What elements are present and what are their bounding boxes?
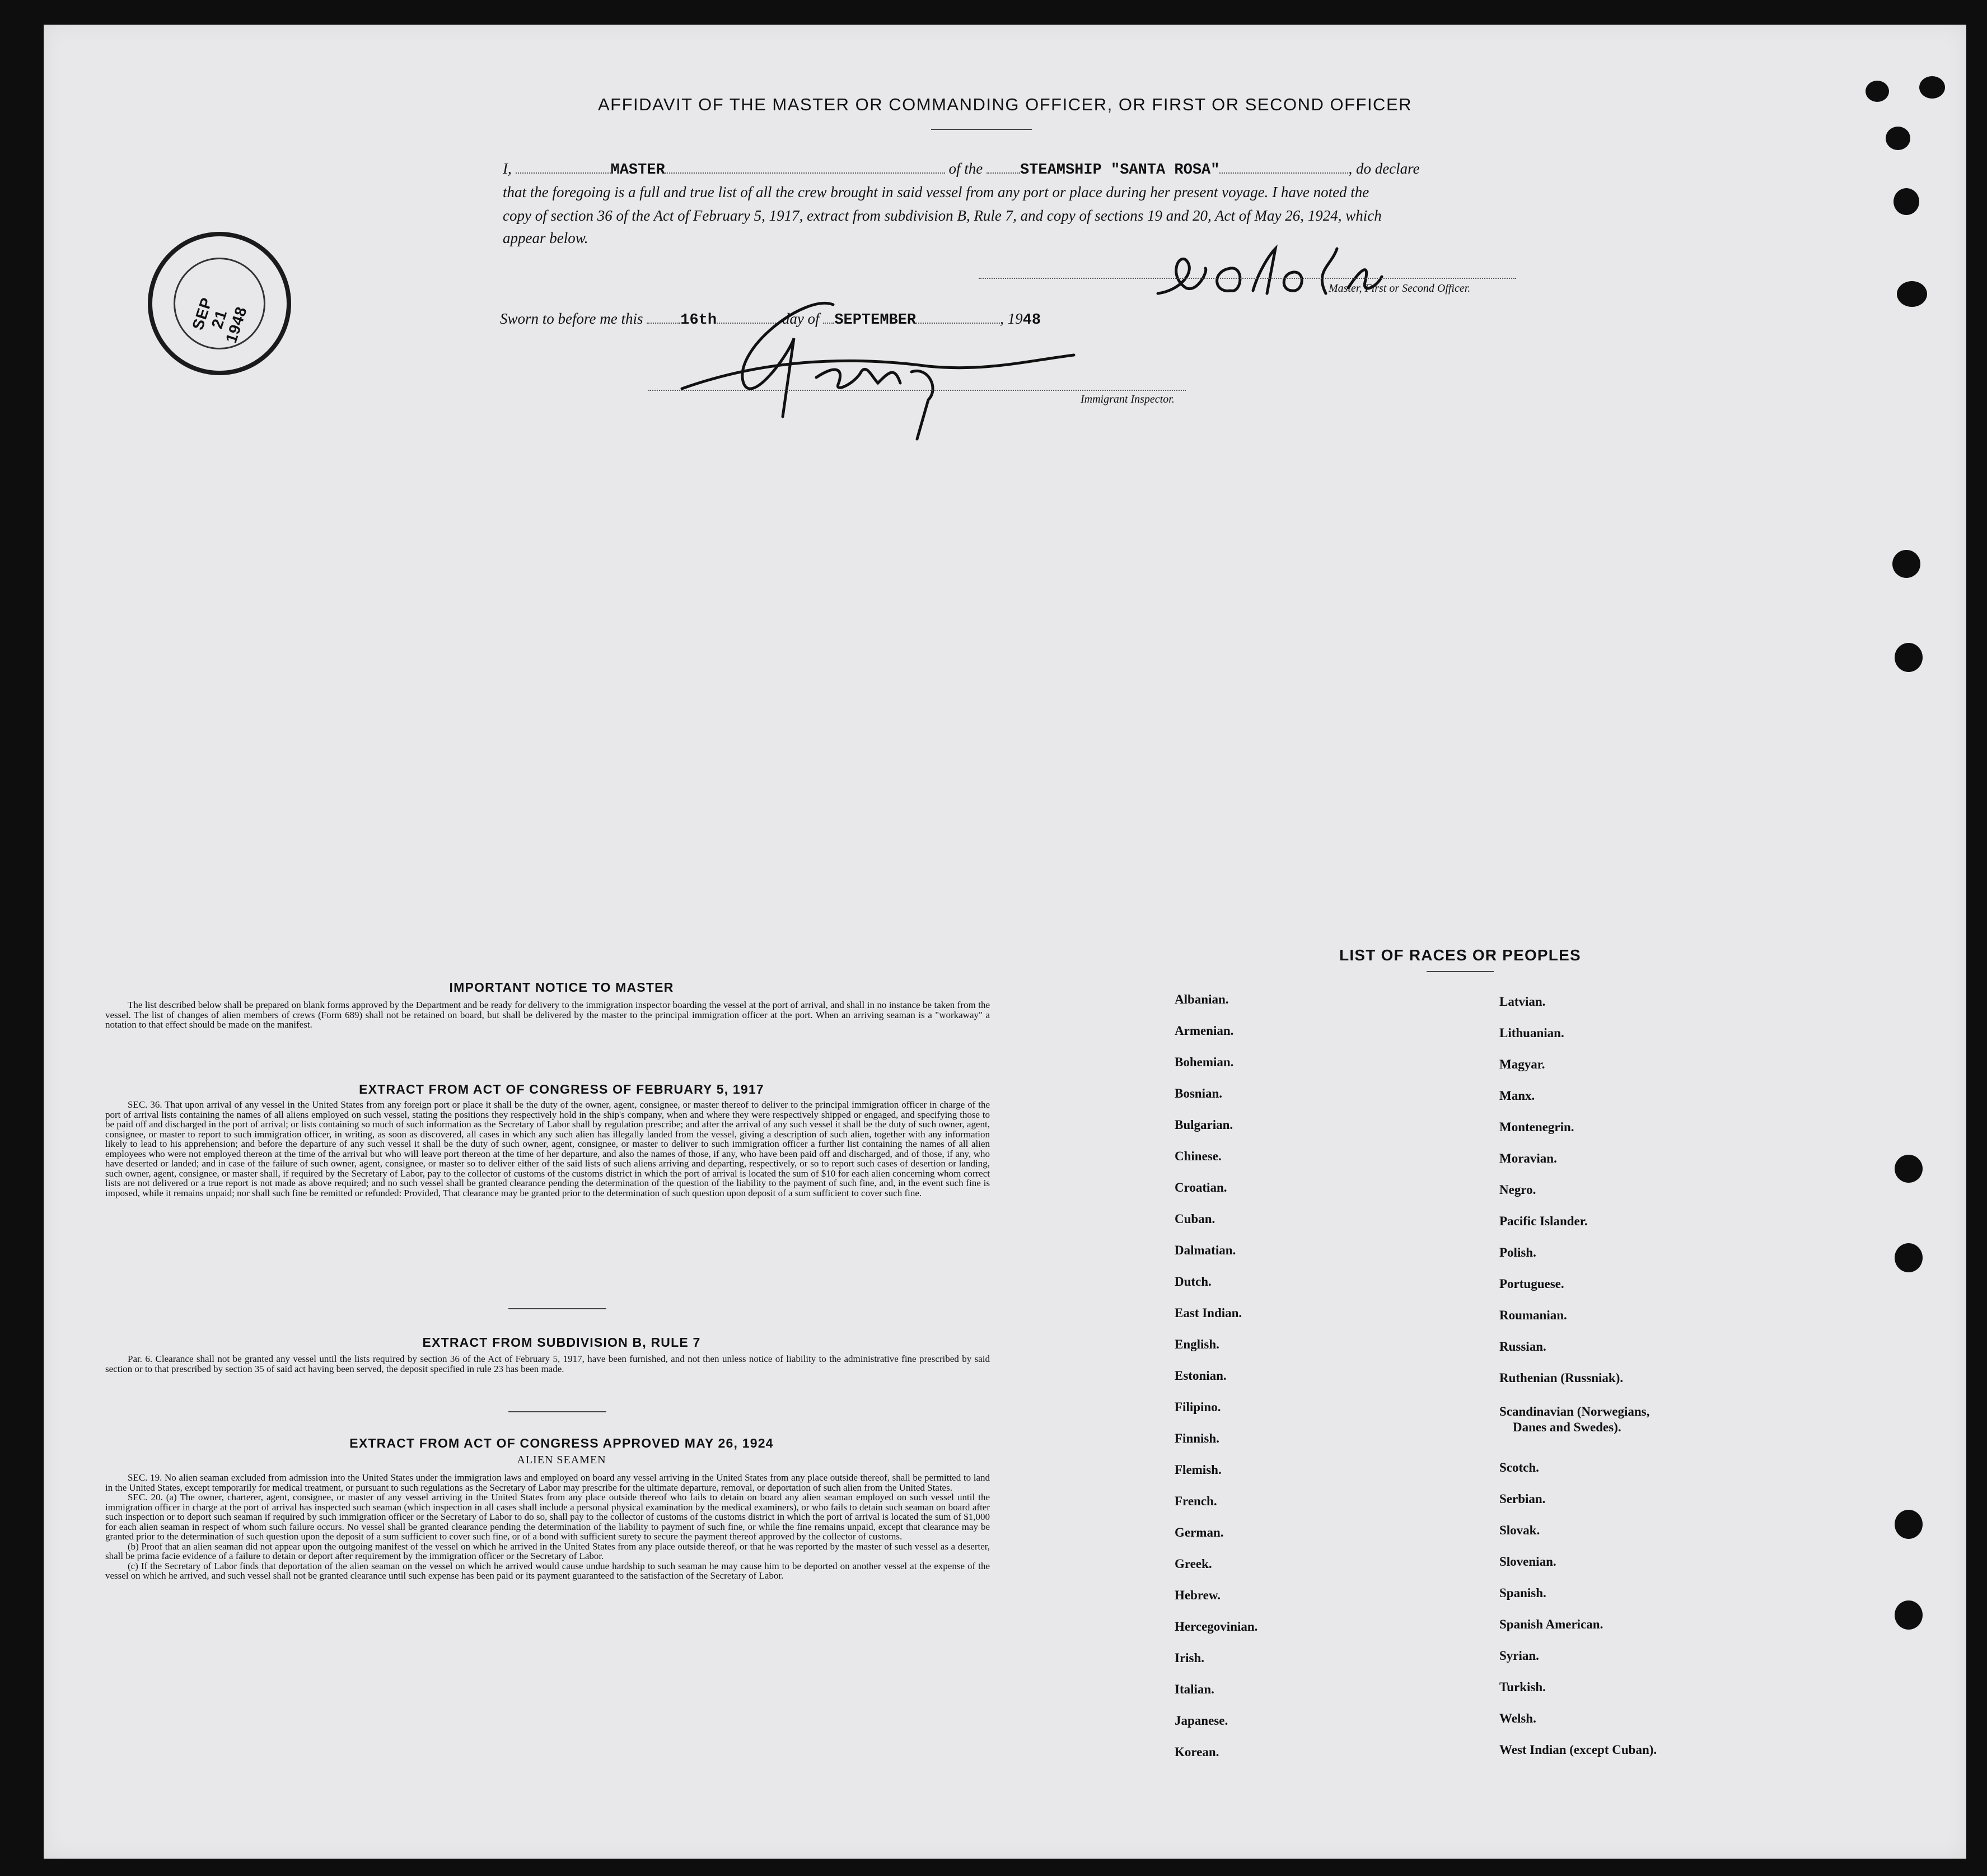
sworn-mid: day of	[782, 310, 820, 327]
binder-hole	[1886, 127, 1910, 150]
binder-hole	[1895, 1243, 1923, 1272]
binder-hole	[1866, 81, 1889, 102]
race-right-item: Portuguese.	[1499, 1277, 1564, 1291]
divider	[1427, 971, 1494, 972]
race-right-item: Latvian.	[1499, 995, 1546, 1009]
binder-hole	[1892, 550, 1920, 578]
race-right-item: Pacific Islander.	[1499, 1214, 1588, 1228]
race-left-item: Bosnian.	[1175, 1086, 1223, 1100]
race-left-item: Armenian.	[1175, 1024, 1234, 1038]
sec20a-text: SEC. 20. (a) The owner, charterer, agent, consignee, or master of any vessel arriving in the United States from any place outside thereof who fails to detain on board any alien seaman employed on such vessel until the immigration officer in charge at the port of arrival has inspected such seaman (which inspection in all cases shall include a personal physical examination by the medical examiners), or who fails to detain such seaman on board after such inspection or to deport such seaman if required by such immigration officer or the Secretary of Labor to do so, shall pay to the collector of customs of the customs district in which the port of arrival is located the sum of $1,000 for each alien seaman in respect of whom such failure occurs. No vessel shall be granted clearance pending the determination of the liability to payment of such fine, or while the fine remains unpaid, except that clearance may be granted prior to the determination of such question upon the deposit of a sum sufficient to cover such fine, or of a bond with sufficient surety to secure the payment thereof approved by the collector of customs.	[105, 1492, 990, 1542]
race-right-item: West Indian (except Cuban).	[1499, 1743, 1657, 1757]
race-left-item: Finnish.	[1175, 1431, 1219, 1445]
race-right-item: Magyar.	[1499, 1057, 1545, 1071]
inspector-signature	[648, 271, 1085, 450]
race-right-item: Polish.	[1499, 1245, 1536, 1259]
affidavit-title: AFFIDAVIT OF THE MASTER OR COMMANDING OFFICER, OR FIRST OR SECOND OFFICER	[597, 95, 1413, 114]
race-right-item: Syrian.	[1499, 1649, 1539, 1663]
race-right-item: Serbian.	[1499, 1492, 1546, 1506]
sworn-year-prefix: , 19	[1000, 310, 1023, 327]
race-left-item: Irish.	[1175, 1651, 1205, 1665]
rank-field: MASTER	[610, 162, 665, 179]
race-left-item: Hebrew.	[1175, 1588, 1221, 1602]
race-right-item: Montenegrin.	[1499, 1120, 1574, 1134]
notice-text: The list described below shall be prepared on blank forms approved by the Department and be ready for delivery to the immigration inspector boarding the vessel at the port of arrival, and shall in no instance be taken from the vessel. The list of changes of alien members of crews (Form 689) shall not be retained on board, but shall be delivered by the master to the principal immigration officer at the port. When an arriving seaman is a "workaway" a notation to that effect should be made on the manifest.	[105, 1000, 990, 1030]
race-left-item: Cuban.	[1175, 1212, 1215, 1226]
extract-1924-body	[105, 1473, 990, 1581]
race-right-item: Welsh.	[1499, 1711, 1536, 1725]
sec20b-text: (b) Proof that an alien seaman did not appear upon the outgoing manifest of the vessel on which he arrived in the United States from any place outside thereof, or that he was reported by the master of such vessel as a deserter, shall be prima facie evidence of a failure to detain or deport after requirement by the immigration officer or the Secretary of Labor.	[105, 1541, 990, 1561]
race-left-item: Korean.	[1175, 1745, 1219, 1759]
race-left-item: Dalmatian.	[1175, 1243, 1236, 1257]
sec20c-text: (c) If the Secretary of Labor finds that deportation of the alien seaman on the vessel on which he arrived would cause undue hardship to such seaman he may cause him to be deported on another vessel at the expense of the vessel on which he arrived, and such vessel shall not be granted clearance until such expense has been paid or its payment guaranteed to the satisfaction of the Secretary of Labor.	[105, 1560, 990, 1581]
race-right-item: Manx.	[1499, 1089, 1535, 1103]
divider	[931, 129, 1032, 130]
extract-1917-title: EXTRACT FROM ACT OF CONGRESS OF FEBRUARY 5, 1917	[359, 1082, 764, 1096]
race-left-item: Albanian.	[1175, 992, 1229, 1006]
stamp-date: SEP 21 1948	[189, 295, 250, 346]
port-stamp	[148, 232, 291, 375]
divider	[508, 1411, 606, 1412]
race-left-item: Flemish.	[1175, 1463, 1222, 1477]
race-left-item: Bohemian.	[1175, 1055, 1234, 1069]
race-left-item: Bulgarian.	[1175, 1118, 1233, 1132]
affidavit-line-4: appear below.	[503, 230, 588, 246]
race-right-item: Scandinavian (Norwegians,	[1499, 1404, 1650, 1418]
race-left-item: Croatian.	[1175, 1180, 1227, 1194]
race-left-item: German.	[1175, 1525, 1224, 1539]
race-right-item: Ruthenian (Russniak).	[1499, 1371, 1624, 1385]
binder-hole	[1919, 76, 1945, 99]
race-right-item: Turkish.	[1499, 1680, 1546, 1694]
inspector-label: Immigrant Inspector.	[1081, 393, 1175, 405]
race-right-item: Roumanian.	[1499, 1308, 1567, 1322]
binder-hole	[1895, 1510, 1923, 1539]
race-right-item: Spanish.	[1499, 1586, 1546, 1600]
binder-hole	[1895, 643, 1923, 672]
race-left-item: Filipino.	[1175, 1400, 1221, 1414]
binder-hole	[1895, 1600, 1923, 1630]
race-left-item: Italian.	[1175, 1682, 1214, 1696]
binder-hole	[1897, 281, 1927, 307]
notice-title: IMPORTANT NOTICE TO MASTER	[449, 980, 674, 995]
race-left-item: Hercegovinian.	[1175, 1620, 1258, 1634]
sworn-month: SEPTEMBER	[834, 312, 917, 329]
extract-1917-text: SEC. 36. That upon arrival of any vessel in the United States from any foreign port or place it shall be the duty of the owner, agent, consignee, or master thereof to deliver to the principal immigration officer in charge of the port of arrival lists containing the names of all aliens employed on such vessel, stating the positions they respectively hold in the ship's company, when and where they were respectively shipped or engaged, and specifying those to be paid off and discharged in the port of arrival; or lists containing so much of such information as the Secretary of Labor shall by regulation prescribe; and after the arrival of any such vessel it shall be the duty of such owner, agent, consignee, or master to report to such immigration officer, in writing, as soon as discovered, all cases in which any such alien has illegally landed from the vessel, giving a description of such alien, together with any information likely to lead to his apprehension; and before the departure of any such vessel it shall be the duty of such owner, agent, consignee, or master to deliver to such immigration officer a further list containing the names of all alien employees who were not employed thereon at the time of the arrival but who will leave port thereon at the time of her departure, and also the names of those, if any, who have been paid off and discharged, and of those, if any, who have deserted or landed; and in case of the failure of such owner, agent, consignee, or master so to deliver either of the said lists of such aliens arriving and departing, respectively, or so to report such cases of desertion or landing, such owner, agent, consignee, or master shall, if required by the Secretary of Labor, pay to the collector of customs of the customs district in which the port of arrival is located the sum of $10 for each alien concerning whom correct lists are not delivered or a true report is not made as above required; and no such vessel shall be granted clearance pending the determination of the question of the liability to the payment of such fine, and, in the event such fine is imposed, while it remains unpaid; nor shall such fine be remitted or refunded: Provided, That clearance may be granted prior to the determination of such question upon deposit of a sum sufficient to cover such fine.	[105, 1099, 990, 1198]
extract-1924-subtitle: ALIEN SEAMEN	[517, 1454, 606, 1466]
inspector-line	[648, 390, 1186, 391]
rule7-text: Par. 6. Clearance shall not be granted any vessel until the lists required by section 36 of the Act of February 5, 1917, have been furnished, and not then unless notice of liability to the administrative fine prescribed by said section or to that prescribed by section 35 of said act having been served, the deposit specified in rule 23 has been made.	[105, 1354, 990, 1374]
race-right-item: Moravian.	[1499, 1151, 1557, 1165]
race-right-item: Danes and Swedes).	[1513, 1420, 1621, 1434]
race-right-item: Spanish American.	[1499, 1617, 1603, 1631]
master-signature	[1147, 237, 1449, 316]
document-page	[44, 25, 1966, 1859]
race-right-item: Scotch.	[1499, 1460, 1539, 1474]
affidavit-declare: , do declare	[1348, 160, 1420, 177]
affidavit-line-3: copy of section 36 of the Act of February 5, 1917, extract from subdivision B, Rule 7, and copy of sections 19 and 20, Act of May 26, 1924, which	[503, 207, 1382, 224]
affidavit-prefix: I,	[503, 160, 512, 177]
race-right-item: Negro.	[1499, 1183, 1536, 1197]
master-label: Master, First or Second Officer.	[1329, 282, 1471, 295]
affidavit-line-1	[503, 157, 1567, 182]
divider	[508, 1308, 606, 1309]
rule7-title: EXTRACT FROM SUBDIVISION B, RULE 7	[422, 1335, 701, 1350]
race-right-item: Slovenian.	[1499, 1555, 1556, 1569]
race-right-item: Slovak.	[1499, 1523, 1540, 1537]
race-left-item: East Indian.	[1175, 1306, 1242, 1320]
race-left-item: Dutch.	[1175, 1275, 1212, 1289]
race-right-item: Lithuanian.	[1499, 1026, 1564, 1040]
race-right-item: Russian.	[1499, 1340, 1546, 1354]
race-left-item: Greek.	[1175, 1557, 1212, 1571]
binder-hole	[1895, 1155, 1923, 1183]
extract-1924-title: EXTRACT FROM ACT OF CONGRESS APPROVED MAY 26, 1924	[349, 1436, 774, 1450]
affidavit-of-the: of the	[948, 160, 983, 177]
sworn-year: 48	[1022, 312, 1041, 329]
race-left-item: Estonian.	[1175, 1369, 1227, 1383]
sworn-prefix: Sworn to before me this	[500, 310, 643, 327]
races-title: LIST OF RACES OR PEOPLES	[1339, 946, 1581, 964]
race-left-item: Japanese.	[1175, 1714, 1228, 1728]
binder-hole	[1894, 188, 1919, 215]
sworn-day: 16th	[680, 312, 717, 329]
affidavit-line-2: that the foregoing is a full and true list of all the crew brought in said vessel from any port or place during her present voyage. I have noted the	[503, 184, 1369, 200]
sec19-text: SEC. 19. No alien seaman excluded from admission into the United States under the immigration laws and employed on board any vessel arriving in the United States from any place outside thereof, shall be permitted to land in the United States, except temporarily for medical treatment, or pursuant to such regulations as the Secretary of Labor may prescribe for the ultimate departure, removal, or deportation of such alien from the United States.	[105, 1472, 990, 1493]
race-left-item: Chinese.	[1175, 1149, 1222, 1163]
race-left-item: English.	[1175, 1337, 1219, 1351]
race-left-item: French.	[1175, 1494, 1217, 1508]
vessel-field: STEAMSHIP "SANTA ROSA"	[1020, 162, 1220, 179]
